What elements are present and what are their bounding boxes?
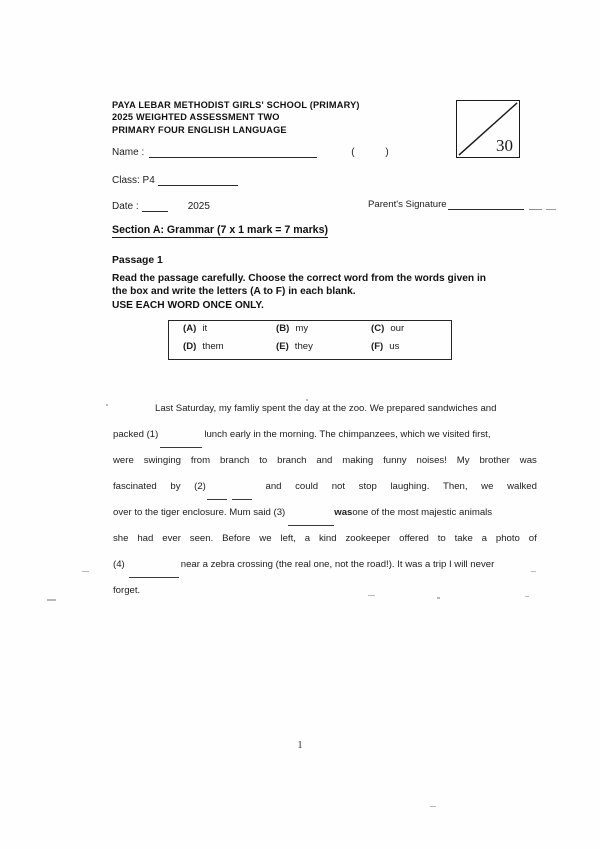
passage-word: seen. <box>189 533 214 544</box>
instruction-line-2: the box and write the letters (A to F) in each blank. <box>112 286 356 298</box>
passage-word: ever <box>162 533 181 544</box>
passage-word: she <box>113 533 129 544</box>
word-bank-box <box>168 320 452 360</box>
passage-word: laughing. <box>390 481 430 492</box>
name-input-line[interactable] <box>149 147 317 158</box>
scan-speckle <box>306 399 308 401</box>
passage-line-2-before: packed (1) <box>113 429 159 440</box>
answer-blank-1[interactable] <box>160 438 202 448</box>
option-key: (E) <box>276 341 289 352</box>
passage-word: making <box>342 455 374 466</box>
passage-word: brother <box>479 455 510 466</box>
passage-word: we <box>481 481 494 492</box>
passage-line-2 <box>113 422 537 448</box>
scan-speckle <box>368 595 375 596</box>
passage-word: had <box>137 533 154 544</box>
passage-word: by <box>170 481 181 492</box>
passage-word: kind <box>319 533 337 544</box>
passage-word: a <box>481 533 487 544</box>
passage-word: of <box>528 533 537 544</box>
word-bank-row <box>169 341 451 361</box>
scan-speckle <box>82 571 89 572</box>
date-input-line[interactable] <box>142 201 168 212</box>
passage-line-5 <box>113 500 537 526</box>
school-name: PAYA LEBAR METHODIST GIRLS' SCHOOL (PRIMARY) <box>112 100 360 110</box>
passage-word: was <box>519 455 537 466</box>
answer-blank-3[interactable] <box>288 516 334 526</box>
option-word: my <box>295 323 309 334</box>
passage-word: noises! <box>416 455 447 466</box>
passage-word: photo <box>495 533 520 544</box>
passage-line-7-after: near a zebra crossing (the real one, not the road!). It was a trip I will never <box>180 559 495 570</box>
passage-word: My <box>456 455 470 466</box>
passage-line-7-before: (4) <box>113 559 125 570</box>
signature-line-fragment-one <box>529 199 542 210</box>
passage-line-5-before: over to the tiger enclosure. Mum said (3) <box>113 507 286 518</box>
option-key: (C) <box>371 323 385 334</box>
passage-word: not <box>331 481 346 492</box>
passage-word: Before <box>222 533 251 544</box>
section-a-heading: Section A: Grammar (7 x 1 mark = 7 marks) <box>112 224 328 236</box>
word-bank-option-c[interactable] <box>371 323 404 334</box>
passage-word: could <box>295 481 319 492</box>
passage-word: were <box>113 455 134 466</box>
passage-line-8 <box>113 578 537 604</box>
passage-word: and <box>316 455 333 466</box>
option-key: (B) <box>276 323 290 334</box>
subject-title: PRIMARY FOUR ENGLISH LANGUAGE <box>112 124 287 135</box>
parent-signature-label: Parent's Signature <box>368 199 447 210</box>
passage-word: funny <box>383 455 407 466</box>
class-label: Class: P4 <box>112 175 155 186</box>
name-field-row <box>112 147 403 158</box>
passage-line-1-text: Last Saturday, my famliy spent the day at the zoo. We prepared sandwiches and <box>155 403 497 414</box>
option-word: our <box>390 323 405 334</box>
scan-speckle <box>430 806 436 807</box>
passage-word: to <box>259 455 268 466</box>
passage-word: we <box>259 533 272 544</box>
blank-2-number: (2) <box>194 481 206 492</box>
option-word: them <box>202 341 224 352</box>
passage-body <box>113 396 537 604</box>
date-label: Date : <box>112 201 139 212</box>
passage-word: to <box>437 533 446 544</box>
parent-signature-row <box>368 199 556 210</box>
passage-line-5-after: one of the most majestic animals <box>352 507 493 518</box>
date-field-row <box>112 201 210 212</box>
scan-speckle <box>437 597 440 599</box>
answer-blank-2-group[interactable] <box>194 474 252 500</box>
word-bank-option-e[interactable] <box>276 341 313 352</box>
passage-line-6 <box>113 526 537 552</box>
answer-blank-4[interactable] <box>129 568 179 578</box>
passage-line-7 <box>113 552 537 578</box>
passage-word: from <box>190 455 211 466</box>
total-marks-value: 30 <box>496 136 513 155</box>
passage-instructions <box>112 272 544 312</box>
passage-word: and <box>265 481 282 492</box>
option-key: (A) <box>183 323 197 334</box>
passage-word: a <box>304 533 311 544</box>
passage-word: zookeeper <box>345 533 391 544</box>
passage-line-3 <box>113 448 537 474</box>
passage-line-8-text: forget. <box>113 585 141 596</box>
class-input-line[interactable] <box>158 175 238 186</box>
passage-line-1 <box>113 396 537 422</box>
word-bank-option-a[interactable] <box>183 323 207 334</box>
option-word: it <box>202 323 208 334</box>
passage-word: fascinated <box>113 481 157 492</box>
page-number: 1 <box>297 740 303 751</box>
instruction-line-1: Read the passage carefully. Choose the correct word from the words given in <box>112 273 487 284</box>
marks-box <box>456 100 520 158</box>
answer-blank-2-segment-b[interactable] <box>232 490 252 500</box>
school-header <box>112 99 452 136</box>
parent-signature-line[interactable] <box>448 199 524 210</box>
scan-speckle <box>47 599 56 601</box>
assessment-title: 2025 WEIGHTED ASSESSMENT TWO <box>112 112 280 123</box>
passage-line-2-after: lunch early in the morning. The chimpanzees, which we visited first, <box>204 429 491 440</box>
passage-word: take <box>454 533 473 544</box>
passage-line-5-bold-word: was <box>334 507 353 518</box>
passage-word: Then, <box>443 481 468 492</box>
passage-word: branch <box>277 455 307 466</box>
instruction-line-3: USE EACH WORD ONCE ONLY. <box>112 299 264 311</box>
index-number-parens[interactable]: ( ) <box>351 147 403 158</box>
name-label: Name : <box>112 147 145 158</box>
signature-line-fragment-two <box>546 199 556 210</box>
passage-word: walked <box>507 481 537 492</box>
passage-word: branch <box>220 455 250 466</box>
word-bank-option-d[interactable] <box>183 341 224 352</box>
passage-line-4 <box>113 474 537 500</box>
word-bank-option-f[interactable] <box>371 341 399 352</box>
option-word: they <box>294 341 313 352</box>
passage-word: stop <box>358 481 377 492</box>
date-year: 2025 <box>187 201 210 212</box>
scan-speckle <box>525 596 529 597</box>
answer-blank-2-segment-a[interactable] <box>207 490 227 500</box>
class-field-row <box>112 175 238 186</box>
option-key: (F) <box>371 341 384 352</box>
passage-label: Passage 1 <box>112 255 163 266</box>
passage-word: swinging <box>143 455 182 466</box>
option-key: (D) <box>183 341 197 352</box>
passage-word: left, <box>280 533 296 544</box>
passage-word: offered <box>399 533 429 544</box>
scan-speckle <box>531 571 536 572</box>
option-word: us <box>389 341 400 352</box>
word-bank-row <box>169 323 451 343</box>
scan-speckle <box>106 404 108 406</box>
word-bank-option-b[interactable] <box>276 323 308 334</box>
